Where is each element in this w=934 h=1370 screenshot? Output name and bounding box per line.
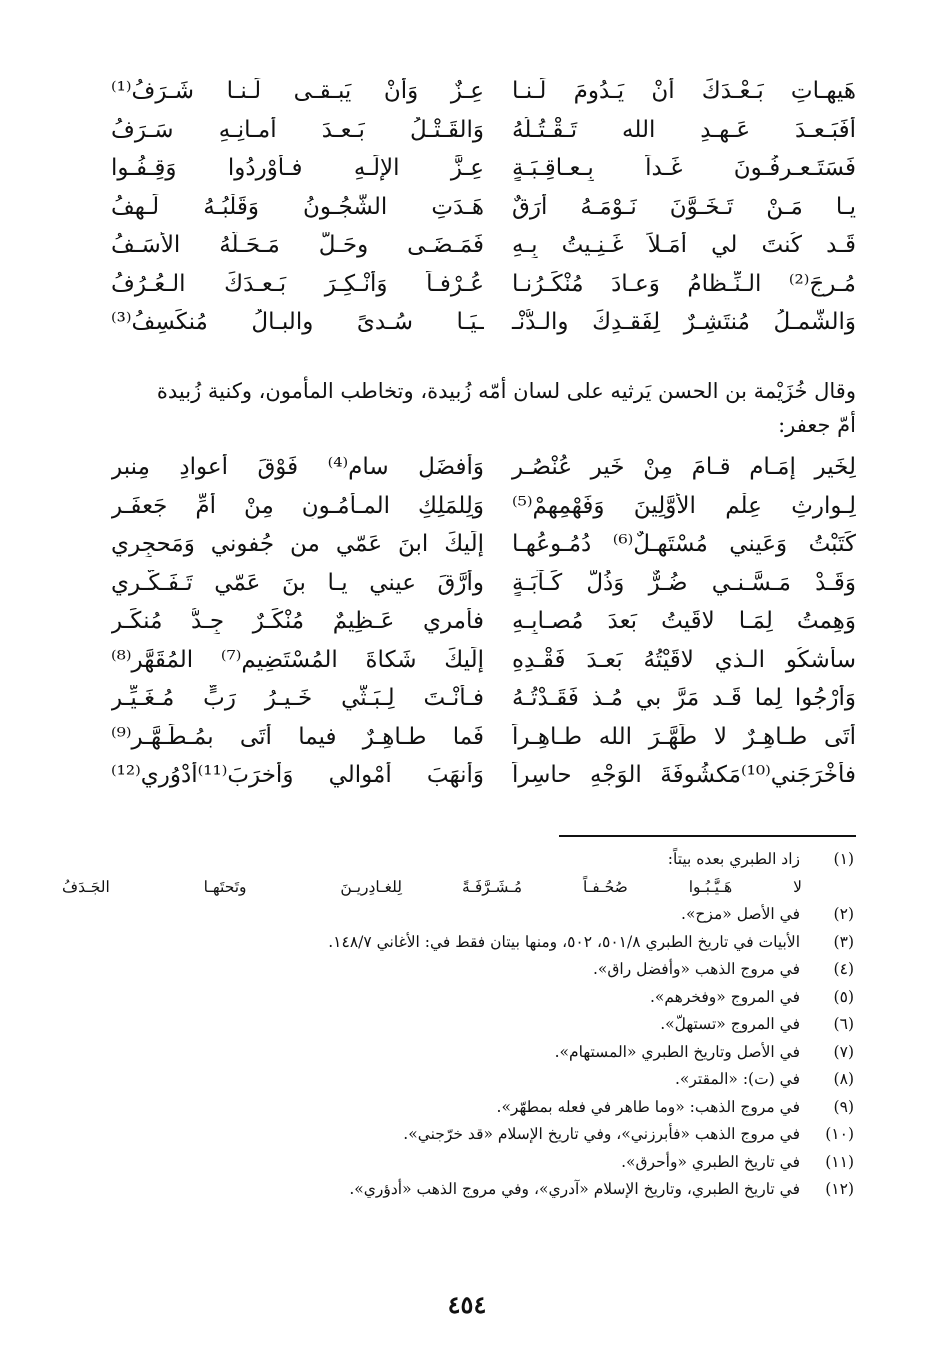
verse: [111, 265, 856, 304]
second-hemistich: ـيَـا سُـدىً والبـالُ مُنكَسِفُ⁽³⁾: [111, 309, 484, 336]
footnote-text: في الأصل وتاريخ الطبري «المستهام».: [554, 1042, 800, 1061]
prose-line-2: أمّ جعفر:: [778, 413, 856, 437]
second-hemistich: وَالقَـتْـلُ بَـعـدَ أمـانِـهِ سَـرَفُ: [111, 116, 484, 143]
footnote-text: في مروج الذهب «وأفضل راق».: [592, 960, 800, 979]
verse: [111, 564, 856, 603]
first-hemistich: هَيهـاتِ بَـعْـدَكَ أنْ يَـدُومَ لَـنـا: [512, 78, 856, 105]
verse: [111, 525, 856, 564]
verse: [111, 111, 856, 150]
second-hemistich: هَـدَتِ الشُّجُـونُ وَقَلْبُـهُ لَـهِفُ: [111, 193, 484, 220]
footnote-number: (٣): [833, 932, 854, 951]
prose-line-1: وقال خُزَيْمة بن الحسن يَرثيه على لسان أمّه زُبيدة، وتخاطب المأمون، وكنية زُبيدة: [156, 379, 856, 403]
footnote-2: [54, 901, 854, 929]
first-hemistich: يـا مَـنْ تَـخَـوَّنَ نَـوْمَـهُ أرَقٌ: [512, 193, 856, 220]
footnote-text: في المروج «وفخرهم».: [649, 987, 800, 1006]
poem-1: [111, 72, 856, 342]
footnote-number: (٧): [833, 1042, 854, 1061]
footnote-1: [54, 845, 854, 873]
verse: [111, 149, 856, 188]
second-hemistich: وَأفضَلِ سامٍ⁽⁴⁾ فَوْقَ أعوادِ مِنبرِ: [111, 454, 484, 481]
first-hemistich: أتَى طـاهِـرٌ لا طَهَّـرَ الله طـاهِـراً: [512, 723, 856, 750]
footnote-divider: [559, 835, 856, 837]
first-hemistich: كَتَبْتُ وَعَيني مُسْتَهِـلٌ⁽⁶⁾ دُمُـوعُهـا: [512, 531, 856, 558]
poem-2: [111, 448, 856, 795]
second-hemistich: إلَيكَ ابنَ عَمّي من جُفوني وَمَحجِرِي: [111, 531, 484, 558]
verse: [111, 448, 856, 487]
verse: [111, 718, 856, 757]
second-hemistich: وَلِلمَلِكِ المـأْمُـونِ مِنْ أُمِّ جَعفَـرِ: [111, 492, 484, 519]
second-hemistich: عُـرْفـاً وَأنْـكِـرَ بَـعـدَكَ الـعُـرُفُ: [111, 270, 484, 297]
prose-paragraph: [36, 374, 856, 442]
first-hemistich: وَهِمتُ لِمَـا لاقَيتُ بَعدَ مُصـابِـهِ: [512, 608, 856, 635]
second-hemistich: فـأنْـتَ لِـبَـثّي خَـيـرُ رَبٍّ مُـغَـيِّـرِ: [111, 685, 484, 712]
verse: [111, 188, 856, 227]
footnote-number: (١١): [825, 1152, 854, 1171]
verse: [111, 756, 856, 795]
footnote-text: في (ت): «المقتر».: [674, 1070, 800, 1089]
first-hemistich: سأشكُو الـذي لاقَيْتُهُ بَعـدَ فَقْـدِهِ: [512, 646, 856, 673]
verse: [111, 226, 856, 265]
first-hemistich: لِـوارِثِ عِلْمِ الأوَّلِينَ وَفَهْمِهِمْ⁽⁵⁾: [512, 492, 856, 519]
page-number: ٤٥٤: [447, 1290, 487, 1319]
first-hemistich: فأخْرَجَني⁽¹⁰⁾مَكشُوفَةَ الوَجْهِ حاسِراً: [512, 762, 856, 789]
verse: [111, 303, 856, 342]
first-hemistich: فَسَتَـعـرِفُـونَ غَـداً بِـعـاقِـبَـةٍ: [512, 155, 856, 182]
footnote-number: (٦): [833, 1015, 854, 1034]
second-hemistich: وَأنهَبَ أمْوالي وَأخرَبَ⁽¹¹⁾أدْوُرِي⁽¹²⁾: [111, 762, 484, 789]
second-hemistich: فَما طـاهِـرٌ فيما أتَى بمُـطَـهَّـرِ⁽⁹⁾: [111, 723, 484, 750]
footnote-5: [54, 983, 854, 1011]
footnote-8: [54, 1066, 854, 1094]
footnote-number: (١٢): [825, 1180, 854, 1199]
verse: [111, 602, 856, 641]
verse: [111, 72, 856, 111]
footnote-number: (١٠): [825, 1125, 854, 1144]
footnote-text: في تاريخ الطبري «وأحرق».: [621, 1152, 800, 1171]
footnote-6: [54, 1011, 854, 1039]
second-hemistich: فَمَـضَـى وحَـلَّ مَـحَـلَّهُ الأسَـفُ: [111, 232, 484, 259]
footnote-text: في تاريخ الطبري، وتاريخ الإسلام «آدري»، وفي مروج الذهب «أدؤري».: [349, 1180, 800, 1199]
footnotes: [54, 845, 854, 1203]
footnote-7: [54, 1038, 854, 1066]
footnote-text: في المروج «تستهلّ».: [660, 1015, 800, 1034]
second-hemistich: إلَيكَ شَكاةَ المُسْتَضِيمِ⁽⁷⁾ المُقَهَّرِ⁽⁸⁾: [111, 646, 484, 673]
footnote-number: (١): [833, 849, 854, 868]
first-hemistich: قَـد كُنتَ لي أمَـلاً غَـنِـيتُ بِـهِ: [512, 232, 856, 259]
verse: [111, 641, 856, 680]
footnote-9: [54, 1093, 854, 1121]
second-hemistich: فأمري عَـظِيمٌ مُنْكَـرٌ جِـدُّ مُنكَـرِ: [111, 608, 484, 635]
verse: [111, 679, 856, 718]
second-hemistich: عِـزَّ الإلَـهِ فـأوْرِدُوا وَقِـفُـوا: [111, 155, 484, 182]
footnote-4: [54, 956, 854, 984]
first-hemistich: وَقَـدْ مَـسَّـنـي ضُـرٌّ وَذُلُّ كَـآبَـةٍ: [512, 569, 856, 596]
second-hemistich: عِـزٌ وَأنْ يَبـقـى لَـنـا شَـرَفُ⁽¹⁾: [111, 78, 484, 105]
second-hemistich: وأرَّقَ عيني يـا بنَ عَمّي تَـفَـكُّـرِي: [111, 569, 484, 596]
footnote-number: (٩): [833, 1097, 854, 1116]
first-hemistich: مُـرِجَ⁽²⁾ الـنِّـظامُ وَعـادَ مُنْكَـرُنـا: [512, 270, 856, 297]
footnote-verse-second-hemistich: لِلغـادِريـنَ وتَحتَهـا الجَـدَفُ: [62, 877, 402, 896]
first-hemistich: لِخَيرِ إمَـامٍ قـامَ مِنْ خَيرِ عُنْصُـرِ: [512, 454, 856, 481]
footnote-10: [54, 1121, 854, 1149]
footnote-verse: [54, 873, 854, 901]
footnote-12: [54, 1176, 854, 1204]
footnote-text: في مروج الذهب: «وما طاهر في فعله بمطهّر».: [496, 1097, 800, 1116]
footnote-text: في الأصل «مزح».: [681, 905, 800, 924]
footnote-text: زاد الطبري بعده بيتاً:: [667, 849, 800, 868]
first-hemistich: وَأرْجُوا لِما قَـد مَرَّ بي مُـذ فَقَـدْتُـهُ: [512, 685, 856, 712]
verse: [111, 487, 856, 526]
footnote-text: الأبيات في تاريخ الطبري ٥٠١/٨، ٥٠٢، ومنها بيتان فقط في: الأغاني ١٤٨/٧.: [328, 932, 800, 951]
first-hemistich: أفَبَـعـدَ عَـهـدِ الله تَـقْـتُـلُهُ: [512, 116, 856, 143]
footnote-verse-first-hemistich: لا هَـيَّـبُـوا صُحُـفـاً مُـشَـرَّفَـةً: [462, 877, 802, 896]
footnote-11: [54, 1148, 854, 1176]
footnote-number: (٨): [833, 1070, 854, 1089]
footnote-number: (٤): [833, 960, 854, 979]
footnote-text: في مروج الذهب «فأبرزني»، وفي تاريخ الإسلام «قد خرّجني».: [403, 1125, 800, 1144]
footnote-number: (٢): [833, 905, 854, 924]
footnote-number: (٥): [833, 987, 854, 1006]
first-hemistich: وَالشَّمـلُ مُنتَشِـرٌ لِفَقـدِكَ والـدُّنْـ: [512, 309, 856, 336]
footnote-3: [54, 928, 854, 956]
